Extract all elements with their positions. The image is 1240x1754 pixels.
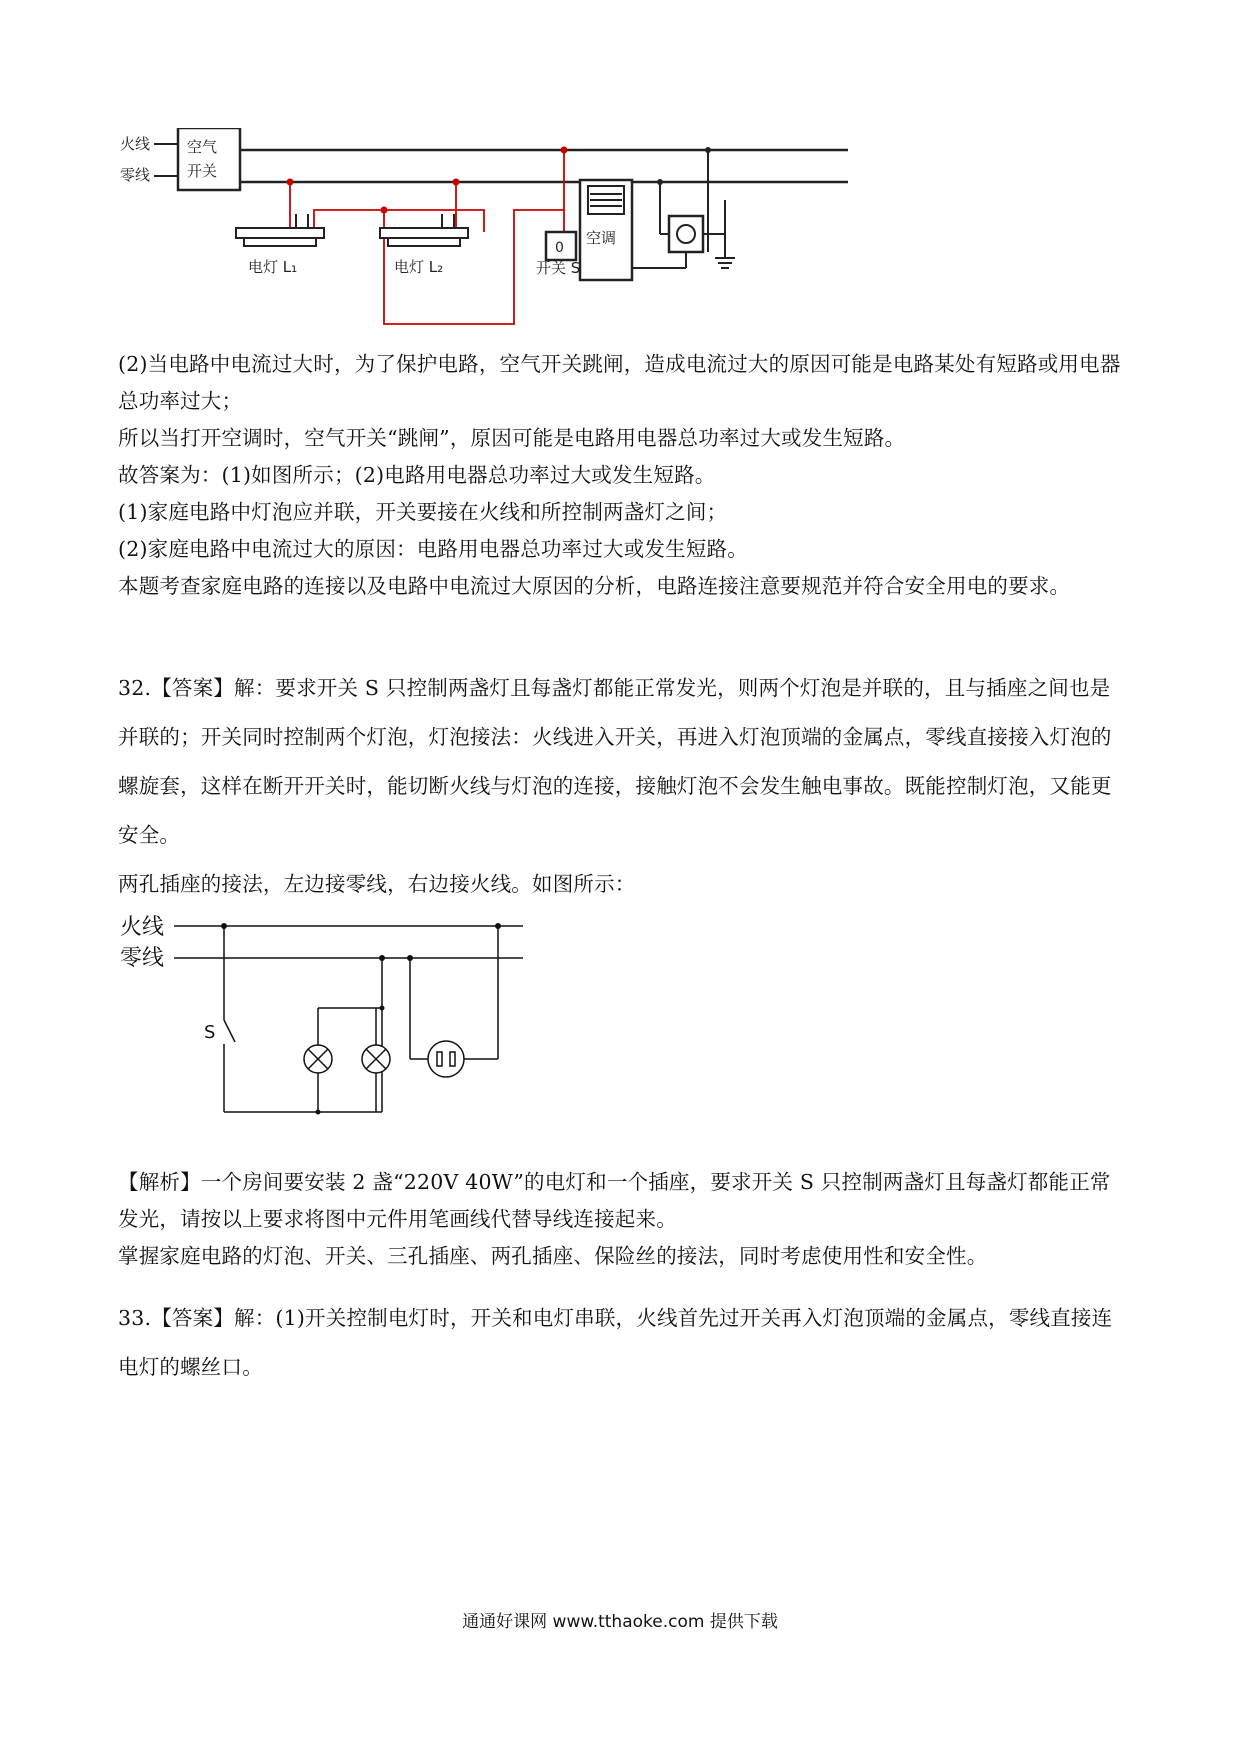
air-conditioner-label: 空调 <box>586 229 617 247</box>
household-circuit-figure-1 <box>118 128 853 328</box>
paragraph-current-overload: (2)当电路中电流过大时，为了保护电路，空气开关跳闸，造成电流过大的原因可能是电路某处有短路或用电器总功率过大； <box>118 352 1121 413</box>
lamp-l2 <box>380 214 468 246</box>
paragraph-point-1: (1)家庭电路中灯泡应并联，开关要接在火线和所控制两盏灯之间； <box>118 500 728 524</box>
paragraph-summary: 本题考查家庭电路的连接以及电路中电流过大原因的分析，电路连接注意要规范并符合安全用电的要求。 <box>118 574 1071 598</box>
question-33-answer: 33.【答案】解：(1)开关控制电灯时，开关和电灯串联，火线首先过开关再入灯泡顶端的金属点，零线直接连电灯的螺丝口。 <box>118 1306 1113 1379</box>
household-circuit-figure-2 <box>118 908 528 1128</box>
question-32-answer: 32.【答案】解：要求开关 S 只控制两盏灯且每盏灯都能正常发光，则两个灯泡是并联的，且与插座之间也是并联的；开关同时控制两个灯泡，灯泡接法：火线进入开关，再进入灯泡顶端的金属点，零线直接接入灯泡的螺旋套，这样在断开开关时，能切断火线与灯泡的连接，接触灯泡不会发生触电事故。既能控制灯泡，又能更安全。 <box>118 676 1112 847</box>
air-switch-label-line2: 开关 <box>187 162 218 180</box>
paragraph-point-2: (2)家庭电路中电流过大的原因：电路用电器总功率过大或发生短路。 <box>118 537 748 561</box>
analysis-key-points: 掌握家庭电路的灯泡、开关、三孔插座、两孔插座、保险丝的接法，同时考虑使用性和安全性。 <box>118 1244 988 1268</box>
lamp-l1 <box>236 214 324 246</box>
page-footer: 通通好课网 www.tthaoke.com 提供下载 <box>462 1612 778 1632</box>
analysis-paragraph: 【解析】一个房间要安装 2 盏“220V 40W”的电灯和一个插座，要求开关 S 只控制两盏灯且每盏灯都能正常发光，请按以上要求将图中元件用笔画线代替导线连接起来。 <box>118 1170 1111 1231</box>
switch-s-label: 开关 S <box>536 259 581 277</box>
lamp-1-symbol <box>304 1045 332 1073</box>
three-hole-socket <box>632 150 735 268</box>
two-hole-socket-symbol <box>428 1041 464 1077</box>
neutral-wire-label-2: 零线 <box>120 946 165 971</box>
switch-s-glyph: 0 <box>555 240 564 256</box>
live-wire-label-2: 火线 <box>120 915 165 940</box>
air-switch-label-line1: 空气 <box>187 138 218 156</box>
paragraph-air-switch-trip: 所以当打开空调时，空气开关“跳闸”，原因可能是电路用电器总功率过大或发生短路。 <box>118 426 906 450</box>
lamp-2-symbol <box>362 1045 390 1073</box>
switch-s <box>546 232 576 260</box>
question-32-socket-note: 两孔插座的接法，左边接零线，右边接火线。如图所示： <box>118 872 636 896</box>
neutral-wire-label: 零线 <box>120 166 151 184</box>
switch-s-label-2: S <box>204 1022 216 1043</box>
lamp-l1-label: 电灯 L₁ <box>248 258 298 276</box>
paragraph-final-answer: 故答案为：(1)如图所示；(2)电路用电器总功率过大或发生短路。 <box>118 463 716 487</box>
live-wire-label: 火线 <box>120 135 151 153</box>
lamp-l2-label: 电灯 L₂ <box>394 258 444 276</box>
